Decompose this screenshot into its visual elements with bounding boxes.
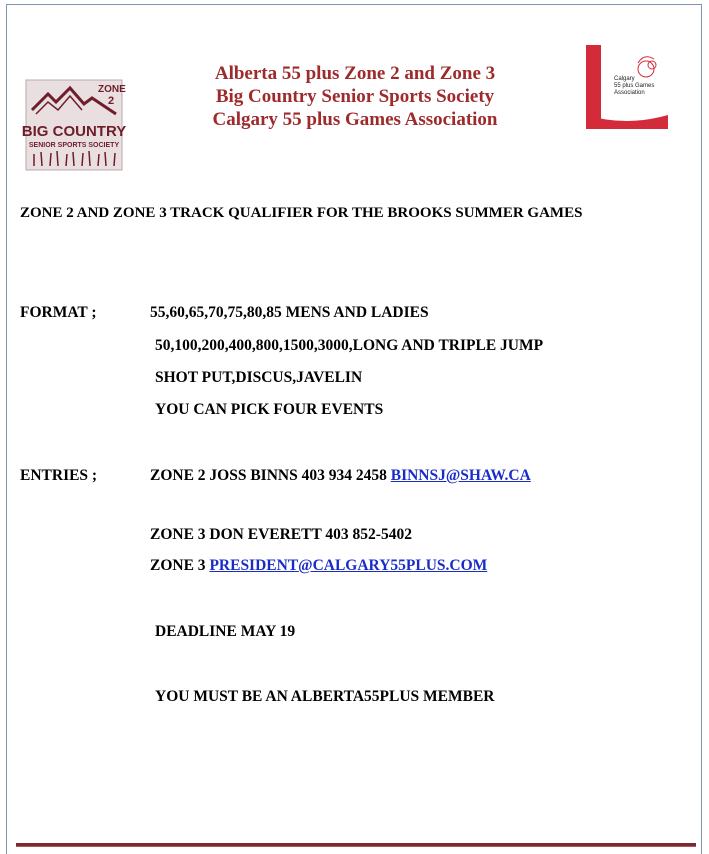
logo-name: BIG COUNTRY — [21, 123, 127, 140]
zone2-email-link[interactable]: BINNSJ@SHAW.CA — [390, 467, 531, 484]
logo-subtitle: SENIOR SPORTS SOCIETY — [28, 142, 120, 149]
format-line-4: YOU CAN PICK FOUR EVENTS — [155, 401, 384, 418]
big-country-logo — [21, 80, 127, 170]
entries-label: ENTRIES ; — [20, 467, 98, 484]
header-line-1: Alberta 55 plus Zone 2 and Zone 3 — [214, 63, 496, 84]
calgary-logo-text-1: Calgary — [614, 76, 635, 82]
bottom-rule — [16, 843, 696, 847]
format-line-2: 50,100,200,400,800,1500,3000,LONG AND TRIPLE JUMP — [155, 337, 544, 354]
format-line-1: 55,60,65,70,75,80,85 MENS AND LADIES — [150, 304, 429, 321]
logo-zone-number: 2 — [108, 95, 115, 107]
logo-zone-label: ZONE — [98, 84, 126, 95]
format-line-3: SHOT PUT,DISCUS,JAVELIN — [155, 369, 363, 386]
header-line-3: Calgary 55 plus Games Association — [212, 109, 498, 130]
calgary-logo-text — [614, 76, 668, 97]
zone2-contact: ZONE 2 JOSS BINNS 403 934 2458 — [150, 467, 391, 484]
document-title: ZONE 2 AND ZONE 3 TRACK QUALIFIER FOR THE BROOKS SUMMER GAMES — [20, 205, 583, 221]
calgary-logo-text-2: 55 plus Games — [614, 83, 655, 89]
header-block — [150, 62, 560, 131]
entries-zone2-line — [150, 467, 531, 485]
deadline-text: DEADLINE MAY 19 — [155, 623, 296, 640]
format-label: FORMAT ; — [20, 304, 97, 321]
zone3-prefix: ZONE 3 — [150, 557, 210, 574]
calgary-logo-text-3: Association — [614, 90, 645, 96]
entries-zone3-email-line — [150, 557, 487, 575]
membership-text: YOU MUST BE AN ALBERTA55PLUS MEMBER — [155, 688, 495, 705]
entries-zone3-contact: ZONE 3 DON EVERETT 403 852-5402 — [150, 526, 412, 543]
header-line-2: Big Country Senior Sports Society — [215, 86, 495, 107]
zone3-email-link[interactable]: PRESIDENT@CALGARY55PLUS.COM — [209, 557, 488, 574]
